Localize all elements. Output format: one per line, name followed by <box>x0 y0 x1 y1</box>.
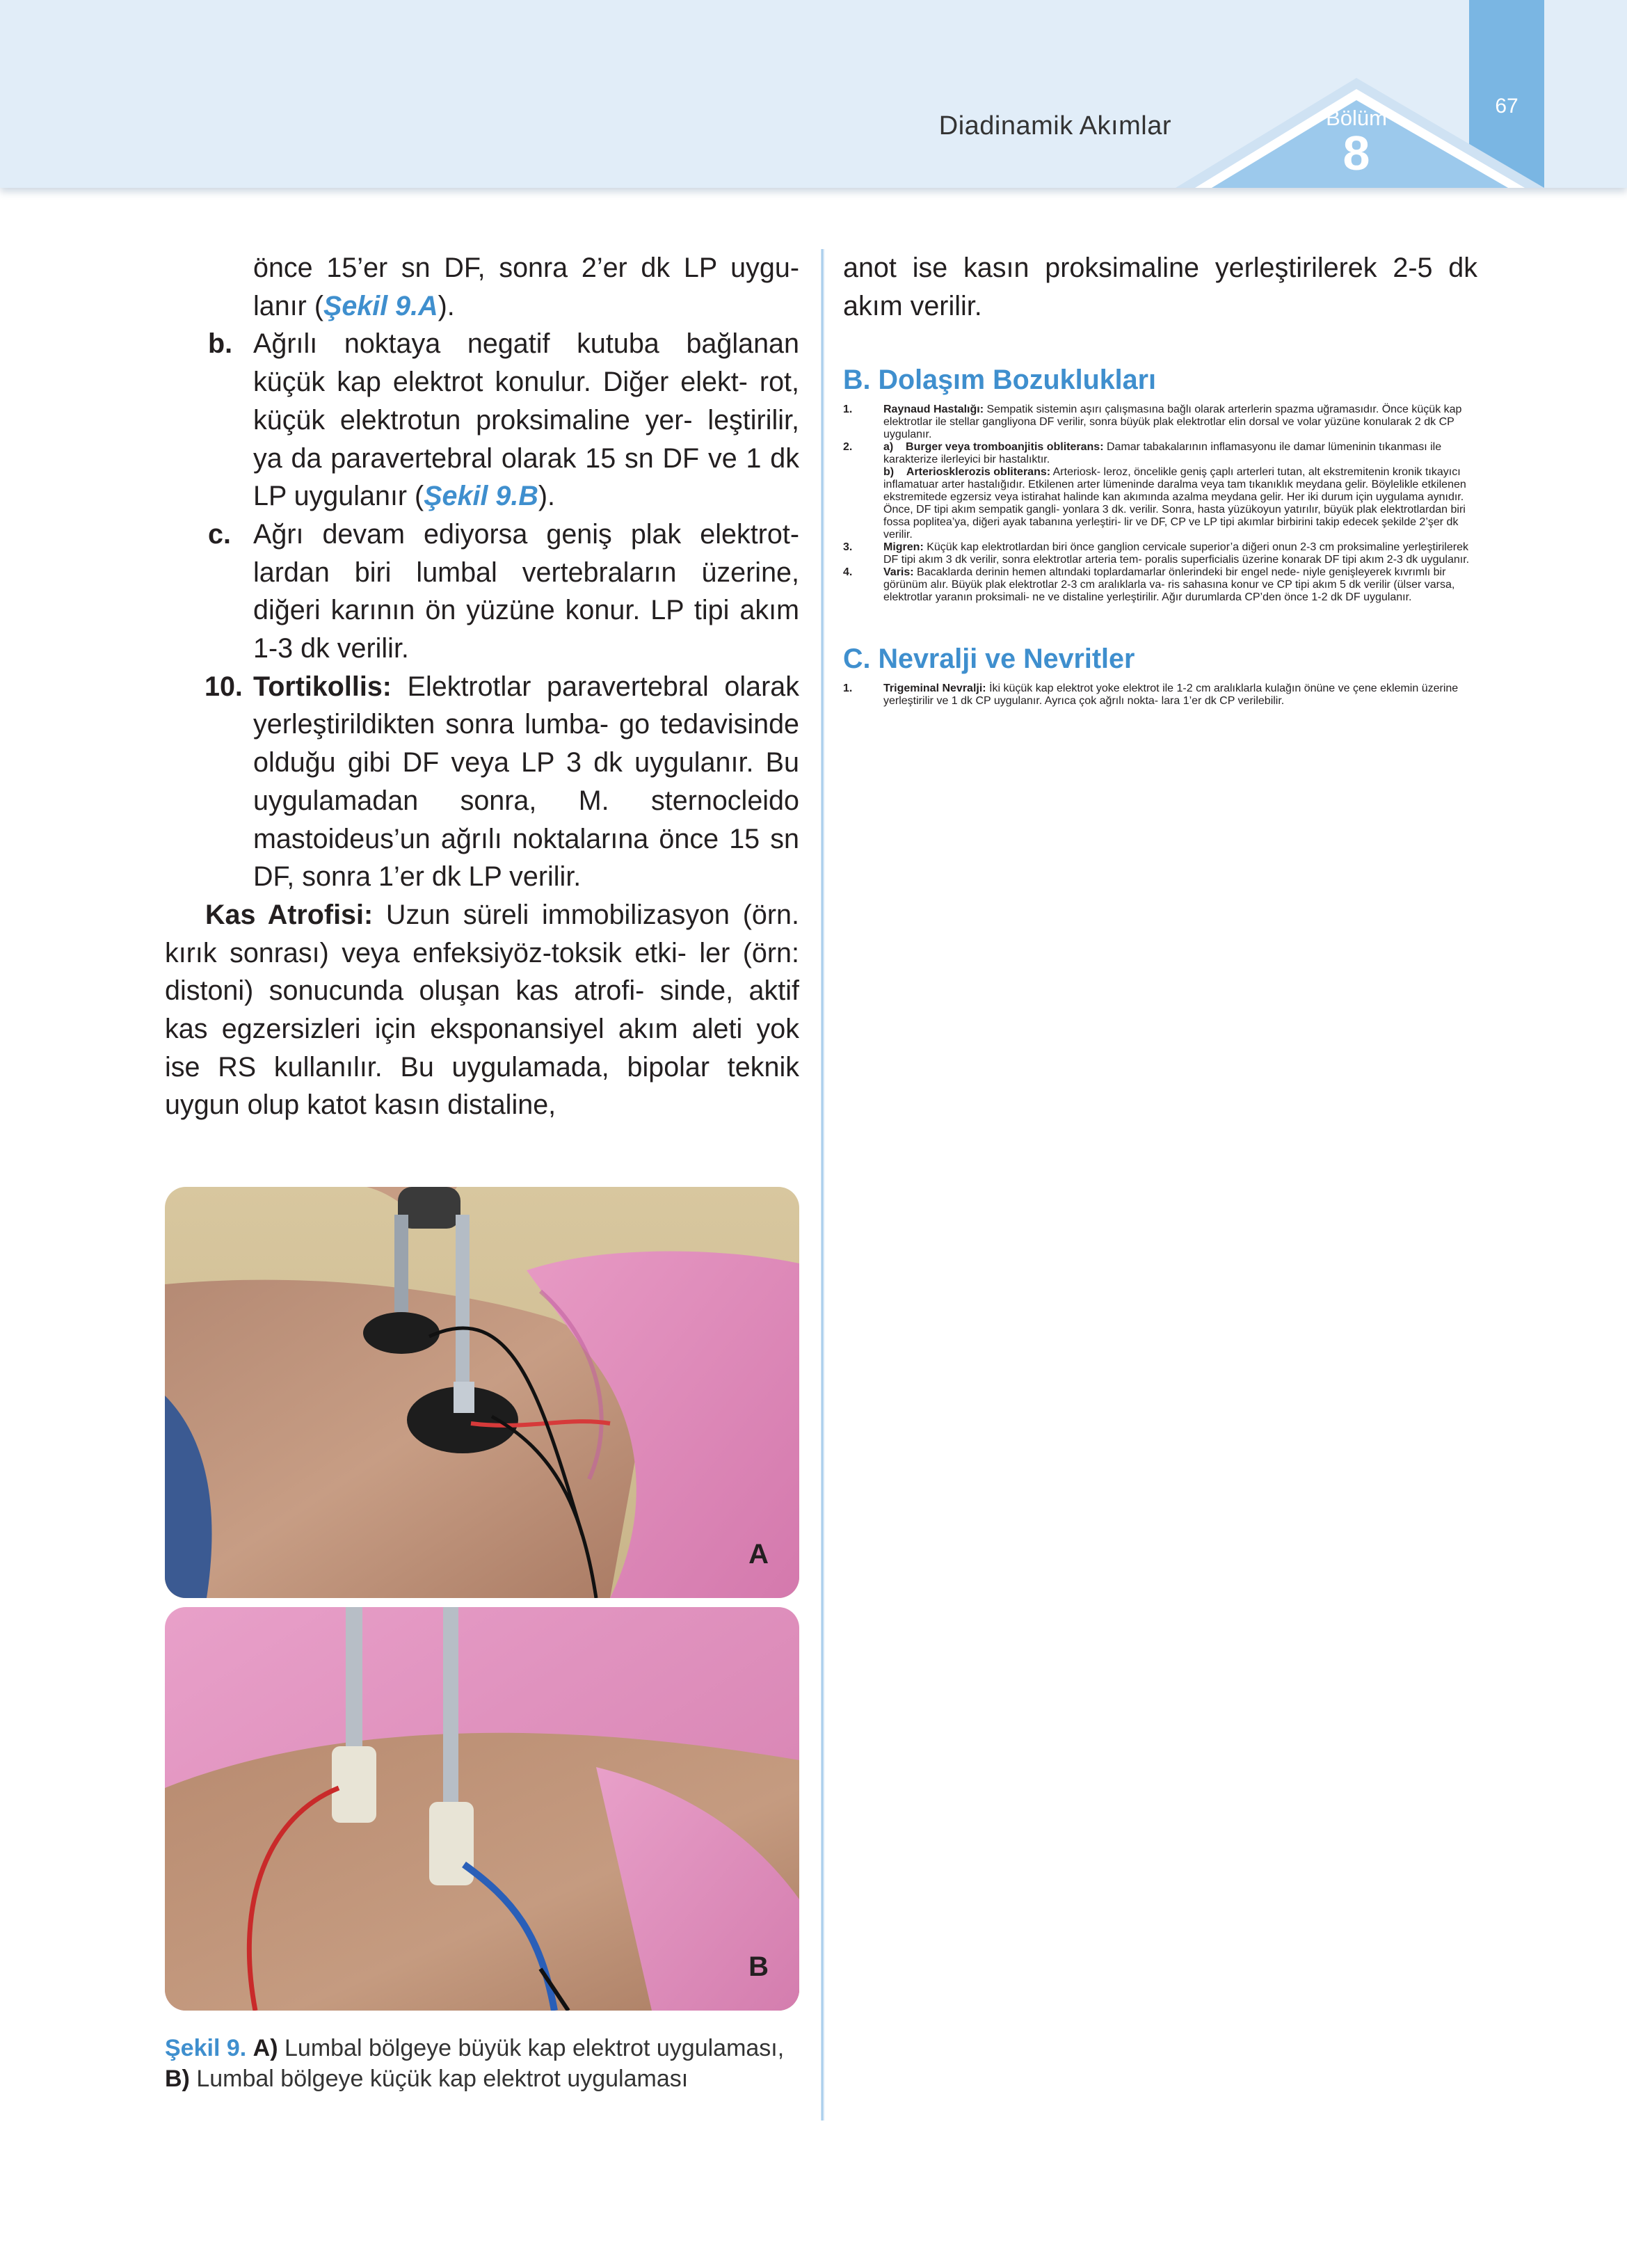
figure-panel-label-a: A <box>748 1539 769 1570</box>
electrode-photo-b-image <box>165 1607 799 2011</box>
electrode-photo-a-image <box>165 1187 799 1598</box>
list-item-varis: 4. Varis: Bacaklarda derinin hemen altındaki toplardamarlar önlerindeki bir engel nede- niyle genişleyerek kıvrımlı bir görünüm alır. Büyük plak elektrotlar 2-3 cm aralıklarla va- ris sahasına konur ve CP tipi akım 5 dk verilir (ülser varsa, elektrotlar yaranın proksimali- ne ve distaline yerleştirilir. Ağır durumlarda CP’den önce 1-2 dk DF uygulanır. <box>843 566 1455 604</box>
list-marker: 4. <box>843 566 853 579</box>
chapter-number: 8 <box>1343 126 1370 180</box>
column-divider <box>821 249 824 2121</box>
list-item-raynaud: 1. Raynaud Hastalığı: Sempatik sistemin aşırı çalışmasına bağlı olarak arterlerin spazma uğramasıdır. Önce küçük kap elektrotlar ile stellar gangliyona DF verilir, sonra büyük plak elektrotlar elin dorsal ve volar yüzüne konularak 2 dk CP uygulanır. <box>843 404 1462 441</box>
item-title: Varis: <box>883 566 914 579</box>
list-item-c: c. Ağrı devam ediyorsa geniş plak elektrot- lardan biri lumbal vertebraların üzerine, diğeri karının ön yüzüne konur. LP tipi akım 1-3 dk verilir. <box>165 516 799 668</box>
figure-caption: Şekil 9. A) Lumbal bölgeye büyük kap elektrot uygulaması, B) Lumbal bölgeye küçük kap elektrot uygulaması <box>165 2035 785 2092</box>
section-heading-b: B. Dolaşım Bozuklukları <box>843 365 1156 396</box>
chapter-label: Bölüm <box>1326 106 1387 130</box>
list-marker: b. <box>208 328 233 360</box>
list-item-migren: 3. Migren: Küçük kap elektrotlardan biri önce ganglion cervicale superior’a diğeri onun 2-3 cm proksimaline yerleştirilerek DF tipi akım 3 dk verilir, sonra elektrotlar arteria tem- poralis superficialis üzerine konarak DF tipi akım 2-3 dk uygulanır. <box>843 541 1470 566</box>
list-marker: 10. <box>205 671 243 702</box>
item-a-continuation: önce 15’er sn DF, sonra 2’er dk LP uygu- lanır (Şekil 9.A). <box>253 253 799 321</box>
figure-photo-a <box>165 1187 799 1598</box>
list-item-tortikollis: 10. Tortikollis: Elektrotlar paravertebral olarak yerleştirildikten sonra lumba- go tedavisinde olduğu gibi DF veya LP 3 dk uygulanır. Bu uygulamadan sonra, M. sternocleido mastoideus’un ağrılı noktalarına önce 15 sn DF, sonra 1’er dk LP verilir. <box>165 668 799 896</box>
kas-atrofisi-continuation: anot ise kasın proksimaline yerleştirilerek 2-5 dk akım verilir. <box>843 253 1477 321</box>
list-marker: 1. <box>843 682 853 694</box>
list-item-b: b. Ağrılı noktaya negatif kutuba bağlanan küçük kap elektrot konulur. Diğer elekt- rot, küçük elektrotun proksimaline yer- leştirilir, ya da paravertebral olarak 15 sn DF ve 1 dk LP uygulanır (Şekil 9.B). <box>165 325 799 516</box>
list-item-burger: 2. a) Burger veya tromboanjitis obliterans: Damar tabakalarının inflamasyonu ile damar lümeninin tıkanması ile karakterize ilerleyici bir hastalıktır. <box>843 441 1442 466</box>
list-marker: 1. <box>843 404 853 416</box>
kas-atrofisi-paragraph: Kas Atrofisi: Uzun süreli immobilizasyon (örn. kırık sonrası) veya enfeksiyöz-toksik etki- ler (örn: distoni) sonucunda oluşan kas atrofi- sinde, aktif kas egzersizleri için eksponansiyel akım aleti yok ise RS kullanılır. Bu uygulamada, bipolar teknik uygun olup katot kasın distaline, <box>165 899 800 1121</box>
right-column <box>843 249 1477 708</box>
list-marker: c. <box>208 518 231 550</box>
left-column <box>165 249 799 1124</box>
list-marker: 2. <box>843 441 853 454</box>
running-header-title: Diadinamik Akımlar <box>938 111 1171 141</box>
list-item-arterio: b) Arteriosklerozis obliterans: Arteriosk- leroz, öncelikle geniş çaplı arterleri tutan, alt ekstremitenin kronik tıkayıcı inflamatuar arter hastalığıdır. Etkilenen arter lümeninde daralma veya tam tıkanıklık meydana gelir. Böylelikle etkilenen ekstremitede egzersiz veya istirahat halinde kan akımında azalma meydana gelir. Her iki durum için uygulama aynıdır. Önce, DF tipi akım sempatik gangli- yonlara 3 dk. verilir. Sonra, hasta yüzükoyun yatırılır, büyük plak elektrotlardan biri fossa poplitea’ya, diğeri ayak tabanına yerleştiri- lir ve DF, CP ve LP tipi akımlar birbirini takip edecek şekilde 2’şer dk verilir. <box>883 466 1466 541</box>
item-title: Arteriosklerozis obliterans: <box>906 466 1051 479</box>
figure-photo-b <box>165 1607 799 2011</box>
item-title: Migren: <box>883 541 924 554</box>
figure-reference[interactable]: Şekil 9.A <box>323 290 438 321</box>
list-item-trigeminal: 1. Trigeminal Nevralji: İki küçük kap elektrot yoke elektrot ile 1-2 cm aralıklarla kulağın önüne ve çene eklemin üzerine yerleştirilir ve 1 dk CP uygulanır. Ayrıca çok ağrılı nokta- lara 1’er dk CP verilebilir. <box>843 682 1459 707</box>
figure-caption-label: Şekil 9. <box>165 2035 247 2061</box>
item-title: Raynaud Hastalığı: <box>883 404 984 416</box>
sub-marker: b) <box>883 466 895 479</box>
figure-panel-label-b: B <box>748 1951 769 1982</box>
item-title: Burger veya tromboanjitis obliterans: <box>906 441 1104 454</box>
sub-marker: a) <box>883 441 894 454</box>
item-title: Tortikollis: <box>253 671 392 702</box>
paragraph-title: Kas Atrofisi: <box>205 899 374 930</box>
item-title: Trigeminal Nevralji: <box>883 682 986 694</box>
section-heading-c: C. Nevralji ve Nevritler <box>843 644 1135 675</box>
figure-reference[interactable]: Şekil 9.B <box>424 481 538 512</box>
list-marker: 3. <box>843 541 853 554</box>
page-number: 67 <box>1495 95 1518 118</box>
